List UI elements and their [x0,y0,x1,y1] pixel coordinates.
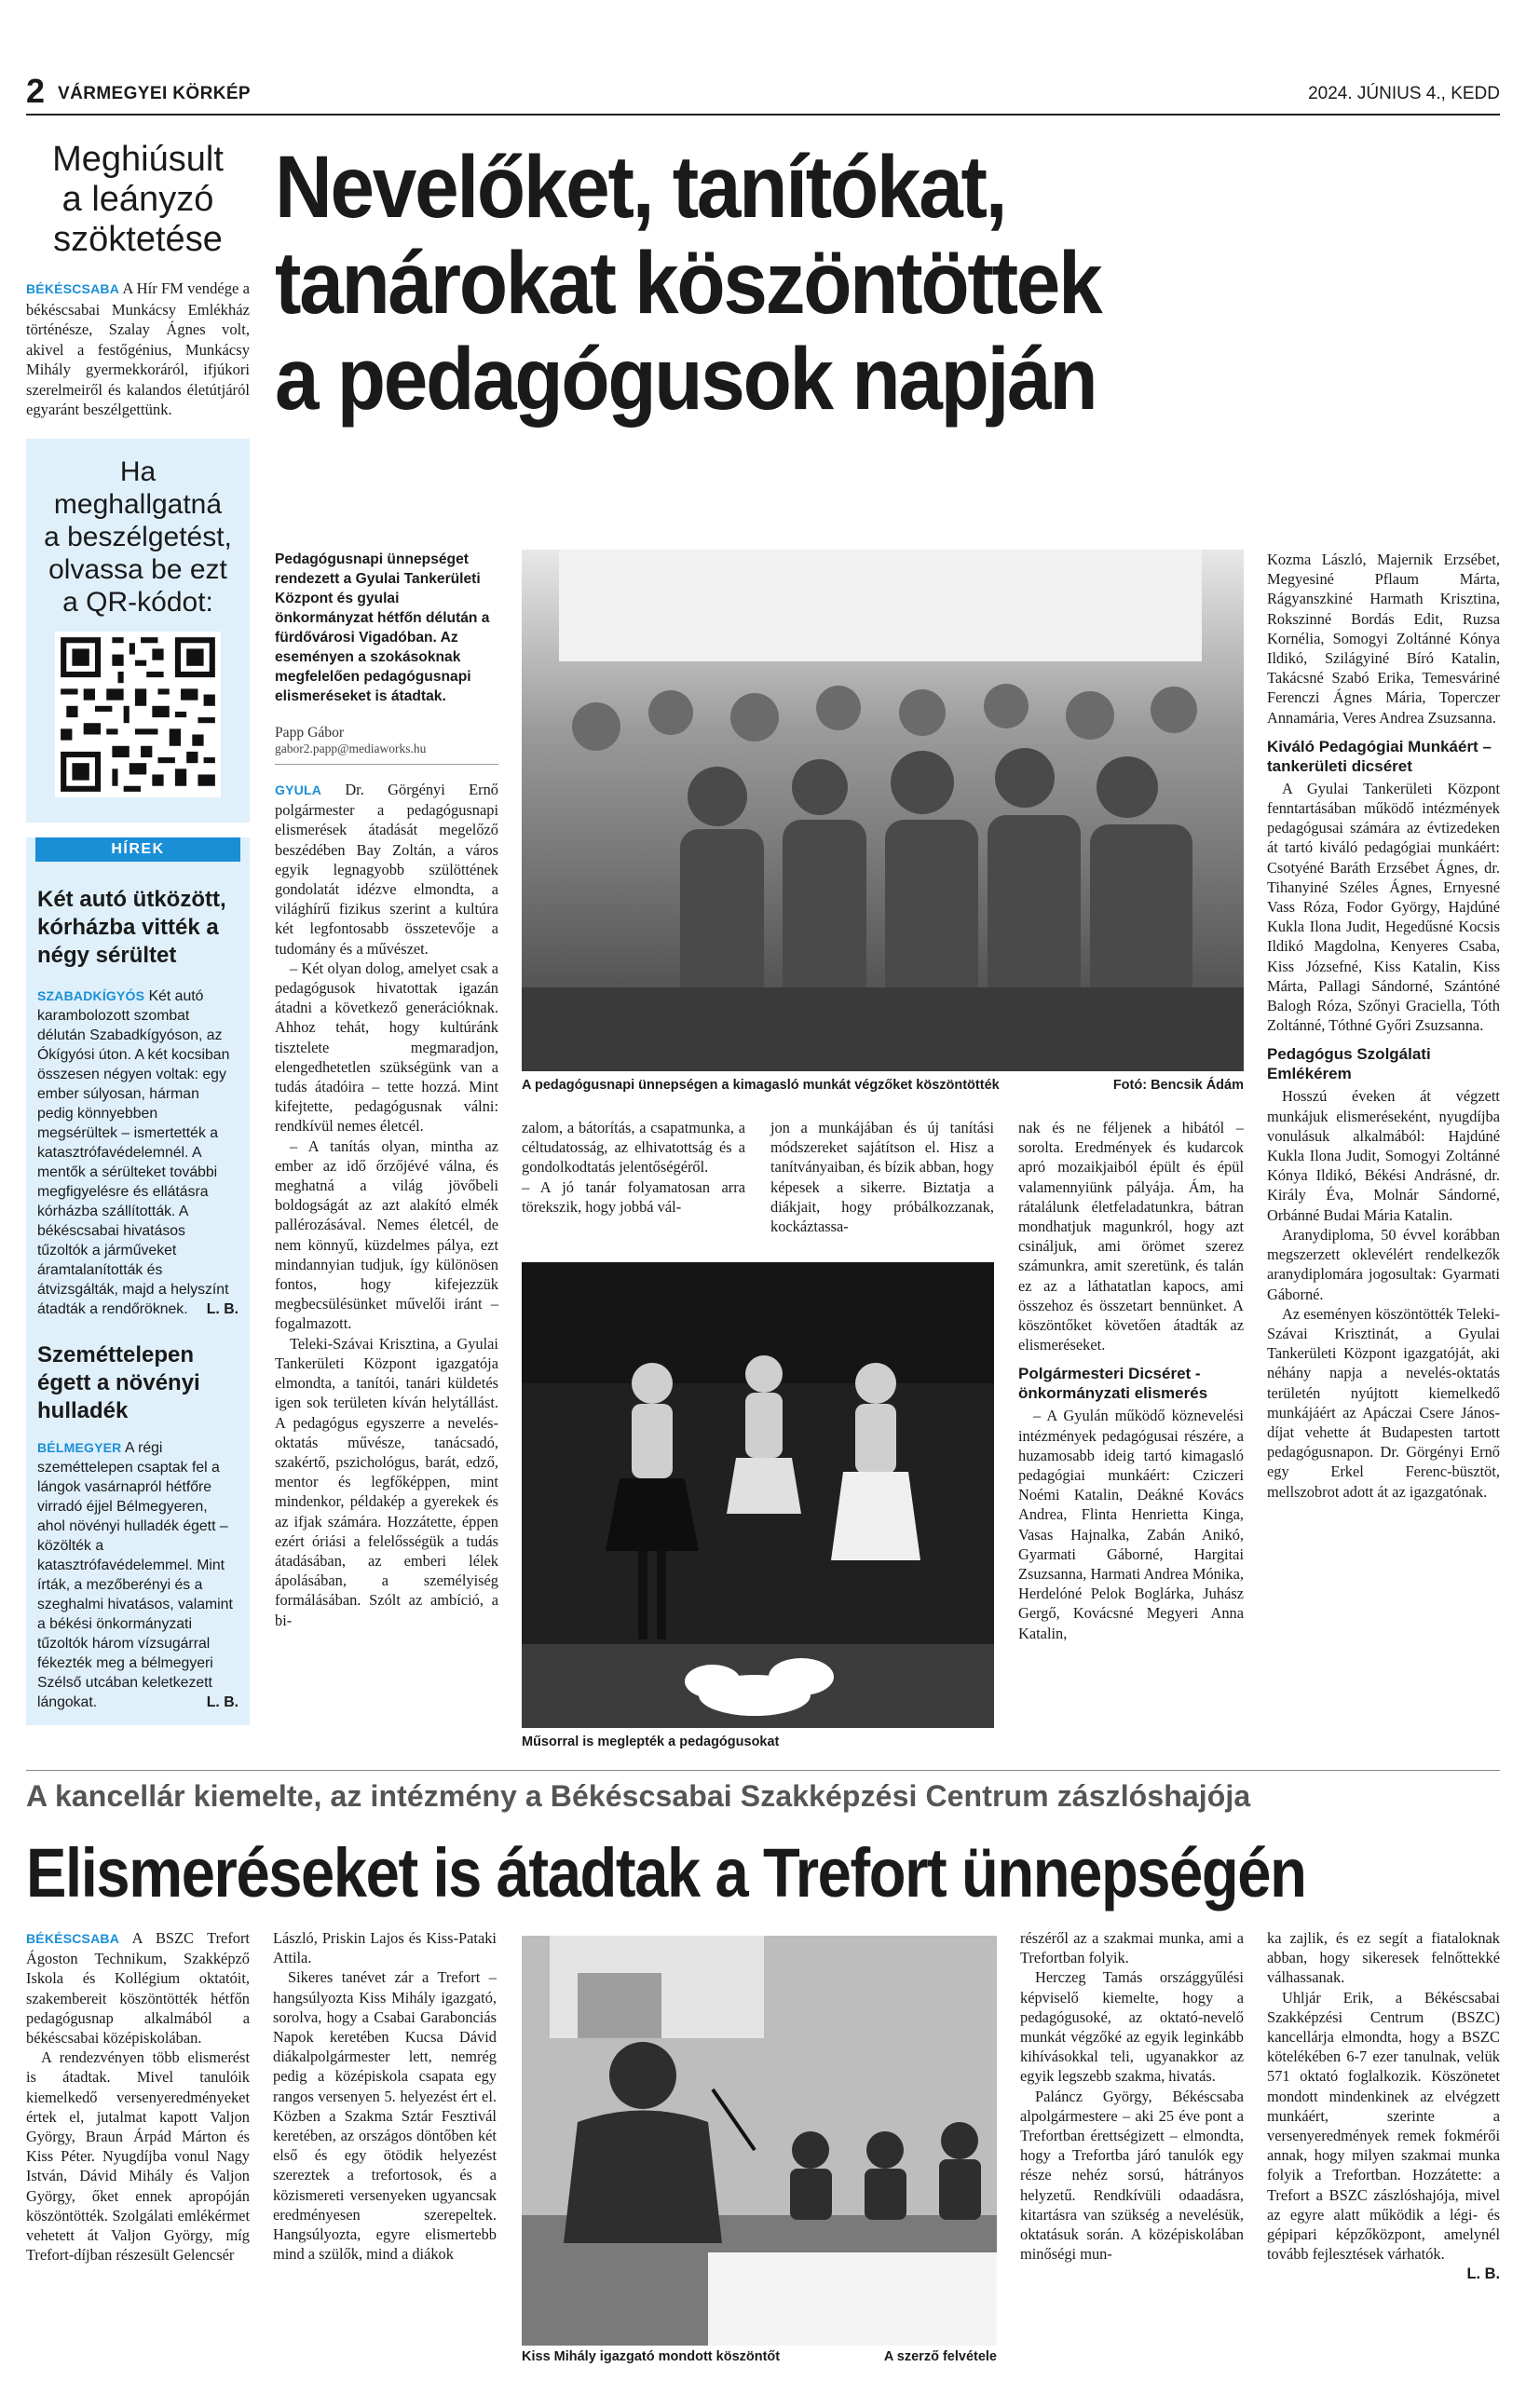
qr-code-icon[interactable] [55,632,221,797]
place-tag: BÉKÉSCSABA [26,1931,120,1946]
audience-photo [522,550,1244,1071]
audience-photo-image [522,550,1244,1071]
news-item [26,1341,250,1712]
news-item-text: SZABADKÍGYÓS Két autó karambolozott szombat délután Szabadkígyóson, az Ókígyósi úton. A két kocsiban összesen négyen voltak: egy ember súlyosan, hárman pedig könnyebben megsérültek – ismertették a katasztrófavédelemnél. A mentők a sérülteket további megfigyelésre és ellátásra kórházba szállították. A békéscsabai hivatásos tűzoltók a járműveket áramtalanították és átvizsgálták, majd a helyszínt átadták a rendőröknek. L. B. [37,987,238,1317]
place-tag: BÉKÉSCSABA [26,281,120,296]
qr-box-text: Ha meghallgatná a beszélgetést, olvassa be ezt a QR-kódot: [44,456,232,618]
audience-photo-caption: A pedagógusnapi ünnepségen a kimagasló munkát végzőket köszöntötték Fotó: Bencsik Ádám [522,1078,1244,1093]
news-item-title: Két autó ütközött, kórházba vitték a négy sérültet [37,886,226,968]
sub-heading: Kiváló Pedagógiai Munkáért – tankerületi dicséret [1267,737,1492,775]
violinists-photo-image [522,1262,994,1728]
lead-text: Pedagógusnapi ünnepséget rendezett a Gyulai Tankerületi Központ és gyulai önkormányzat hétfőn délután a fürdővárosi Vigadóban. Az eseményen a szokásoknak megfelelően pedagógusnapi elismeréseket is átadtak. [275,551,490,704]
news-item-title: Szeméttelepen égett a növényi hulladék [37,1341,200,1423]
sidebar-story-title: Meghiúsult a leányzó szöktetése [52,140,224,259]
news-signature: L. B. [206,1694,238,1710]
photo-credit: Fotó: Bencsik Ádám [1112,1078,1244,1093]
second-col2: László, Priskin Lajos és Kiss-Pataki Attila. Sikeres tanévet zár a Trefort – hangsúlyozta Kiss Mihály igazgató, sorolva, hogy a Csabai Garabonciás Napok keretében Kucsa Dávid diákalpolgármester lett, nemrég pedig a középiskola csapata egy rangos versenyen 5. helyezést ért el. Közben a Szakma Sztár Fesztivál keretében, az országos döntőben két első és egy ötödik helyezést szereztek a trefortosok, és a közismereti versenyeken ugyancsak eredményesen szerepeltek. Hangsúlyozta, egyre elismertebb mind a szülők, mind a diákok [273,1929,497,2264]
main-col4: nak és ne féljenek a hibától – sorolta. Eredmények és kudarcok apró mozaikjaiból épült és épül valamennyiünk pályája. Ám, ha rátalálunk életfeladatunkra, bátran mondhatjuk magunkról, hogy azt csináljuk, ami örömet szerez számunkra, amit szeretünk, és talán ez az a láthatatlan kapocs, ami összehoz és összetart bennünket. A köszöntőket követően átadták az elismeréseket. Polgármesteri Dicséret - önkormányzati elismerés – A Gyulán működő köznevelési intézmények pedagógusai részére, a huzamosabb ideig tartó kimagasló pedagógiai munkáért: Cziczeri Noémi Katalin, Deákné Kovács Andrea, Flinta Henrietta Kinga, Vasas Hajnalka, Zabán Anikó, Gyarmati Gáborné, Hargitai Zsuzsanna, Harmati Andrea Mónika, Herdelóné Pelok Boglárka, Juhász Gergő, Kovácsné Megyeri Anna Katalin, [1018,1119,1244,1642]
author-name: Papp Gábor [275,725,345,741]
section-rule [26,1770,1500,1771]
second-story-headline: Elismeréseket is átadtak a Trefort ünnepségén [26,1834,1306,1911]
sidebar [26,140,250,1789]
place-tag: GYULA [275,782,321,797]
second-story-kicker: A kancellár kiemelte, az intézmény a Békéscsabai Szakképzési Centrum zászlóshajója [26,1779,1251,1813]
second-col1: BÉKÉSCSABA A BSZC Trefort Ágoston Technikum, Szakképző Iskola és Kollégium oktatóit, szakembereit köszöntötték hétfőn pedagógusnap alkalmából a békéscsabai középiskolában. A rendezvényen több elismerést is átadtak. Mivel tanulóik kiemelkedő versenyeredményeket értek el, jutalmat kapott Valjon György, Braun Árpád Márton és Kiss Péter. Nyugdíjba vonul Nagy István, Dávid Mihály és Valjon György, őket ennek apropóján köszöntötték. Szolgálati emlékérmet vehetett át Valjon György, míg Trefort-díjban részesült Gelencsér [26,1929,250,2265]
section-name: VÁRMEGYEI KÖRKÉP [58,84,251,103]
main-col5: Kozma László, Majernik Erzsébet, Megyesiné Pflaum Márta, Rágyanszkiné Harmath Krisztina, Rokszinné Bordás Edit, Ruzsa Kornélia, Somogyi Zoltánné Kónya Ildikó, Szilágyiné Bíró Katalin, Takácsné Szabó Erika, Temesváriné Ferenczi Ágnes Mária, Toperczer Annamária, Veres Andrea Zsuzsanna. Kiváló Pedagógiai Munkáért – tankerületi dicséret A Gyulai Tankerületi Központ fenntartásában működő intézmények pedagógusai számára az évtizedeken át tartó kiváló pedagógiai munkáért: Csotyéné Baráth Erzsébet Ágnes, dr. Tihanyiné Széles Ágnes, Ernyesné Vass Róza, Fodor György, Hajdúné Kukla Ilona Judit, Hegedűsné Kocsis Ildikó Magdolna, Kenyeres Csaba, Kiss Józsefné, Kiss Katalin, Kiss Márta, Pallagi Sándorné, Szántóné Balogh Róza, Szőnyi Graciella, Tóth Zoltánné, Tóthné Győri Zsuzsanna. Pedagógus Szolgálati Emlékérem Hosszú éveken át végzett munkájuk elismeréseként, nyugdíjba vonulásuk alkalmából: Hajdúné Kukla Ilona Judit, Somogyi Zoltánné Kónya Ildikó, Békési Andrásné, dr. Király Éva, Molnár Sándorné, Orbánné Budai Mária Katalin. Aranydiploma, 50 évvel korábban megszerzett oklevélért rendelkezők aranydiplomára jogosultak: Gyarmati Gáborné. Az eseményen köszöntötték Teleki-Szávai Krisztinát, a Gyulai Tankerületi Központ igazgatóját, aki néhány napja a nevelés-oktatás területén nyújtott kiemelkedő munkájáért az Apáczai Csere János-díjat vehette át Budapesten tartott pedagógusnapon. Dr. Görgényi Ernő egy Erkel Ferenc-büsztöt, mellszobrot adott át az igazgatónak. [1267,551,1500,1501]
main-lead-column [275,550,498,1630]
speaker-photo-caption: Kiss Mihály igazgató mondott köszöntőt A szerző felvétele [522,2349,997,2364]
main-col3: jon a munkájában és új tanítási módszereket sajátítson el. Hisz a tanítványaiban, és bízik abban, hogy képesek a sikerre. Biztatja a diákjait, hogy próbálkozzanak, kockáztassa- [770,1119,994,1236]
news-item-text: BÉLMEGYER A régi szeméttelepen csaptak fel a lángok vasárnapról hétfőre virradó éjjel Bélmegyeren, ahol növényi hulladék égett – közölték a katasztrófavédelemmel. Mint írták, a mezőberényi és a szeghalmi hivatásos, valamint a békési önkormányzati tűzoltók három vízsugárral fékezték meg a bélmegyeri Szélső utcában keletkezett lángokat. L. B. [37,1439,238,1710]
story-signature: L. B. [1466,2265,1500,2283]
main-col2: zalom, a bátorítás, a csapatmunka, a céltudatosság, az elhivatottság és a gondolkodtatás jelentőségéről. – A jó tanár folyamatosan arra törekszik, hogy jobbá vál- [522,1119,745,1216]
sub-heading: Polgármesteri Dicséret - önkormányzati elismerés [1018,1365,1208,1403]
photo-credit: A szerző felvétele [883,2349,997,2364]
speaker-photo-image [522,1936,997,2346]
page-number: 2 [26,72,46,110]
speaker-photo [522,1936,997,2346]
author-email: gabor2.papp@mediaworks.hu [275,741,427,755]
sub-heading: Pedagógus Szolgálati Emlékérem [1267,1045,1431,1083]
violinists-photo-caption: Műsorral is meglepték a pedagógusokat [522,1735,780,1749]
second-col3: részéről az a szakmai munka, ami a Trefortban folyik. Herczeg Tamás országgyűlési képviselő kiemelte, hogy a pedagógusoké, az oktató-nevelő munkát végzőké az egyik leginkább kihívásokkal teli, ugyanakkor az egyik legszebb szakma, hivatás. Paláncz György, Békéscsaba alpolgármestere – aki 25 éve pont a Trefortban érettségizett – elmondta, hogy a Trefortba járó tanulók egy része nehéz sorsú, hátrányos helyzetű. Rendkívüli odaadásra, kitartásra van szükség a nevelésük, oktatásuk során. A középiskolában minőségi mun- [1020,1929,1244,2264]
place-tag: SZABADKÍGYÓS [37,987,145,1003]
news-signature: L. B. [206,1300,238,1317]
page-header [26,72,1500,112]
sidebar-story-text: BÉKÉSCSABA A Hír FM vendége a békéscsabai Munkácsy Emlékház történésze, Szalay Ágnes volt, akivel a festőgénius, Munkácsy Mihály gyermekkoráról, ifjúkori szerelmeiről és kalandos életútjáról egyaránt beszélgettünk. [26,279,251,418]
news-label: HÍREK [35,837,240,862]
second-col4: ka zajlik, és ez segít a fiataloknak abban, hogy sikeresek felnőttekké válhassanak. Uhljár Erik, a Békéscsabai Szakképzési Centrum (BSZC) kancellárja elmondta, hogy a BSZC kötelékében 6-7 ezer tanulnak, velük 571 oktató foglalkozik. Köszönetet mondott mindenkinek az elvégzett munkáért, szerinte a versenyeredmények remek fokmérői annak, hogy milyen szakmai munka folyik a Trefortban. Hozzátette: a Trefort a BSZC zászlóshajója, mivel az egyre alatt működik a légi- és gépipari képzőközpont, amelynél tovább fejlesztések várhatók. L. B. [1267,1929,1500,2283]
place-tag: BÉLMEGYER [37,1439,122,1455]
violinists-photo [522,1262,994,1728]
news-item [26,886,250,1319]
qr-box [26,439,250,823]
main-headline: Nevelőket, tanítókat, tanárokat köszöntöttek a pedagógusok napján [275,138,1101,429]
header-rule [26,114,1500,116]
main-col1: GYULA Dr. Görgényi Ernő polgármester a pedagógusnapi elismerések átadását megelőző beszédében Bay Zoltán, a város egyik legnagyobb szülöttének gondolatát idézve elmondta, a világhírű fizikus szerint a kultúra két legfontosabb összetevője a tudomány és a művészet. – Két olyan dolog, amelyet csak a pedagógusok hivatottak igazán átadni a következő generációknak. Ahhoz tehát, hogy kultúránk tisztelete megmaradjon, elengedhetetlen szükségünk van a tudás átadóira – tette hozzá. Mint kifejtette, pedagógusnak válni: rendkívül nemes életcél. – A tanítás olyan, mintha az ember az idő őrzőjévé válna, és meghatná a világ jövőbeli boldogságát az azt alakító elmék pallérozásával. Nemes életcél, de nem könnyű, küzdelmes pálya, ezt mindannyian tudjuk, így különösen fontos, hogy kifejezzük megbecsülésünket művelői iránt – fogalmazott. Teleki-Szávai Krisztina, a Gyulai Tankerületi Központ igazgatója elmondta, a tanítói, tanári küldetés igen sok területen kíván helytállást. A pedagógus egyszerre a nevelés-oktatás művésze, tanácsadó, szakértő, pszichológus, barát, edző, mentor és legfőképpen, mint mindenkor, példakép a gyerekek és az ifjak számára. Hozzátette, éppen ezért óriási a felelősségük a tudás átadásában, az emberi lélek ápolásában, a személyiség formálásában. Szólt az ambíció, a bi- [275,781,498,1629]
issue-date: 2024. JÚNIUS 4., KEDD [1308,84,1500,103]
news-box [26,837,250,1725]
